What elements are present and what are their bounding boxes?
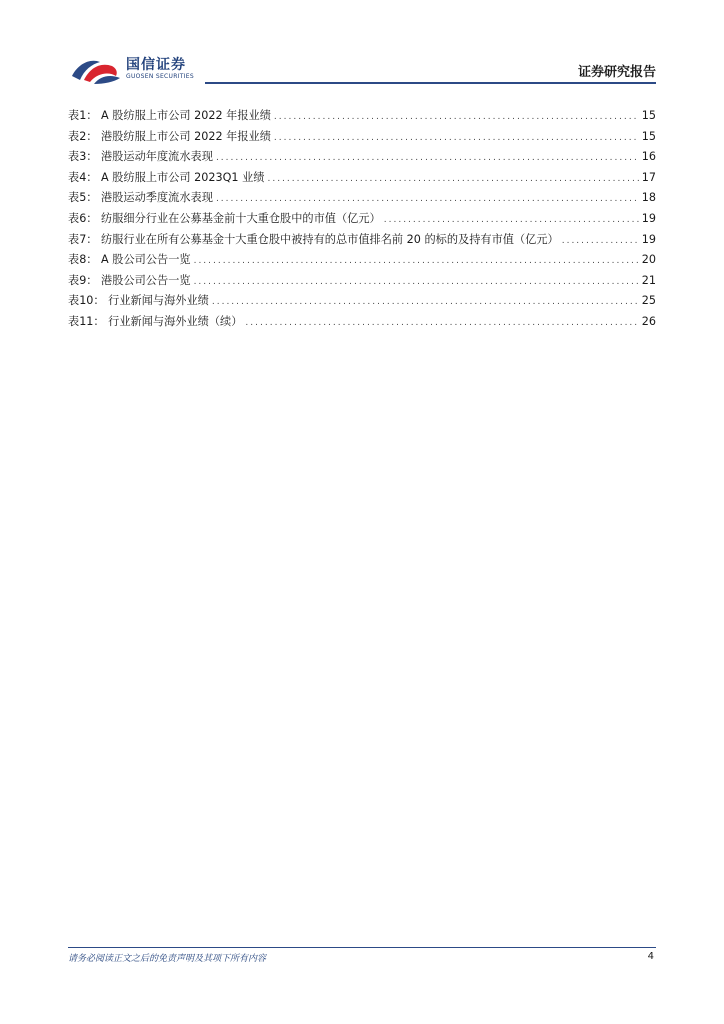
toc-entry-label: 表1： A 股纺服上市公司 2022 年报业绩 <box>68 109 271 122</box>
toc-entry[interactable] <box>68 128 656 149</box>
toc-dot-leader <box>216 194 639 204</box>
toc-entry[interactable] <box>68 189 656 210</box>
toc-entry-page: 18 <box>641 191 656 205</box>
report-type-title: 证券研究报告 <box>577 65 656 80</box>
toc-dot-leader <box>194 277 639 287</box>
toc-entry-label: 表11： 行业新闻与海外业绩（续） <box>68 314 243 328</box>
page-header <box>0 0 724 90</box>
toc-entry[interactable] <box>68 107 656 128</box>
footer-divider <box>68 947 656 948</box>
logo-english-name: GUOSEN SECURITIES <box>126 73 195 80</box>
toc-entry-page: 15 <box>641 109 656 122</box>
logo-chinese-name: 国信证券 <box>126 57 186 73</box>
toc-entry-page: 25 <box>641 294 656 308</box>
toc-entry-label: 表6： 纺服细分行业在公募基金前十大重仓股中的市值（亿元） <box>68 211 381 225</box>
toc-entry-page: 17 <box>641 170 656 184</box>
toc-entry-page: 26 <box>641 314 656 328</box>
toc-entry[interactable] <box>68 292 656 313</box>
toc-entry[interactable] <box>68 272 656 293</box>
toc-entry-label: 表9： 港股公司公告一览 <box>68 273 191 287</box>
toc-entry-page: 19 <box>641 211 656 225</box>
toc-dot-leader <box>194 256 639 266</box>
toc-entry[interactable] <box>68 210 656 231</box>
toc-entry-page: 21 <box>641 273 656 287</box>
toc-entry-label: 表2： 港股纺服上市公司 2022 年报业绩 <box>68 129 271 143</box>
toc-entry-page: 20 <box>641 253 656 267</box>
toc-dot-leader <box>274 112 639 122</box>
toc-entry-label: 表10： 行业新闻与海外业绩 <box>68 294 209 308</box>
toc-dot-leader <box>212 297 639 307</box>
toc-dot-leader <box>562 236 639 246</box>
toc-entry-label: 表8： A 股公司公告一览 <box>68 253 191 267</box>
toc-dot-leader <box>216 153 639 163</box>
toc-entry-page: 16 <box>641 150 656 164</box>
toc-entry-label: 表7： 纺服行业在所有公募基金十大重仓股中被持有的总市值排名前 20 的标的及持有市值（亿元） <box>68 232 559 246</box>
guosen-logo <box>70 52 230 86</box>
toc-entry-label: 表4： A 股纺服上市公司 2023Q1 业绩 <box>68 170 265 184</box>
toc-entry-label: 表3： 港股运动年度流水表现 <box>68 150 213 164</box>
toc-entry[interactable] <box>68 251 656 272</box>
toc-dot-leader <box>384 215 639 225</box>
footer-disclaimer: 请务必阅读正文之后的免责声明及其项下所有内容 <box>68 954 267 964</box>
toc-entry[interactable] <box>68 313 656 334</box>
guosen-logo-icon <box>70 52 124 86</box>
toc-entry-page: 19 <box>641 232 656 246</box>
toc-entry[interactable] <box>68 169 656 190</box>
page-number: 4 <box>647 951 654 962</box>
toc-dot-leader <box>267 174 638 184</box>
toc-entry[interactable] <box>68 231 656 252</box>
table-of-contents <box>68 107 656 334</box>
toc-entry[interactable] <box>68 148 656 169</box>
toc-entry-label: 表5： 港股运动季度流水表现 <box>68 191 213 205</box>
toc-dot-leader <box>245 318 638 328</box>
toc-dot-leader <box>274 133 639 143</box>
toc-entry-page: 15 <box>641 129 656 143</box>
header-divider <box>205 82 656 84</box>
